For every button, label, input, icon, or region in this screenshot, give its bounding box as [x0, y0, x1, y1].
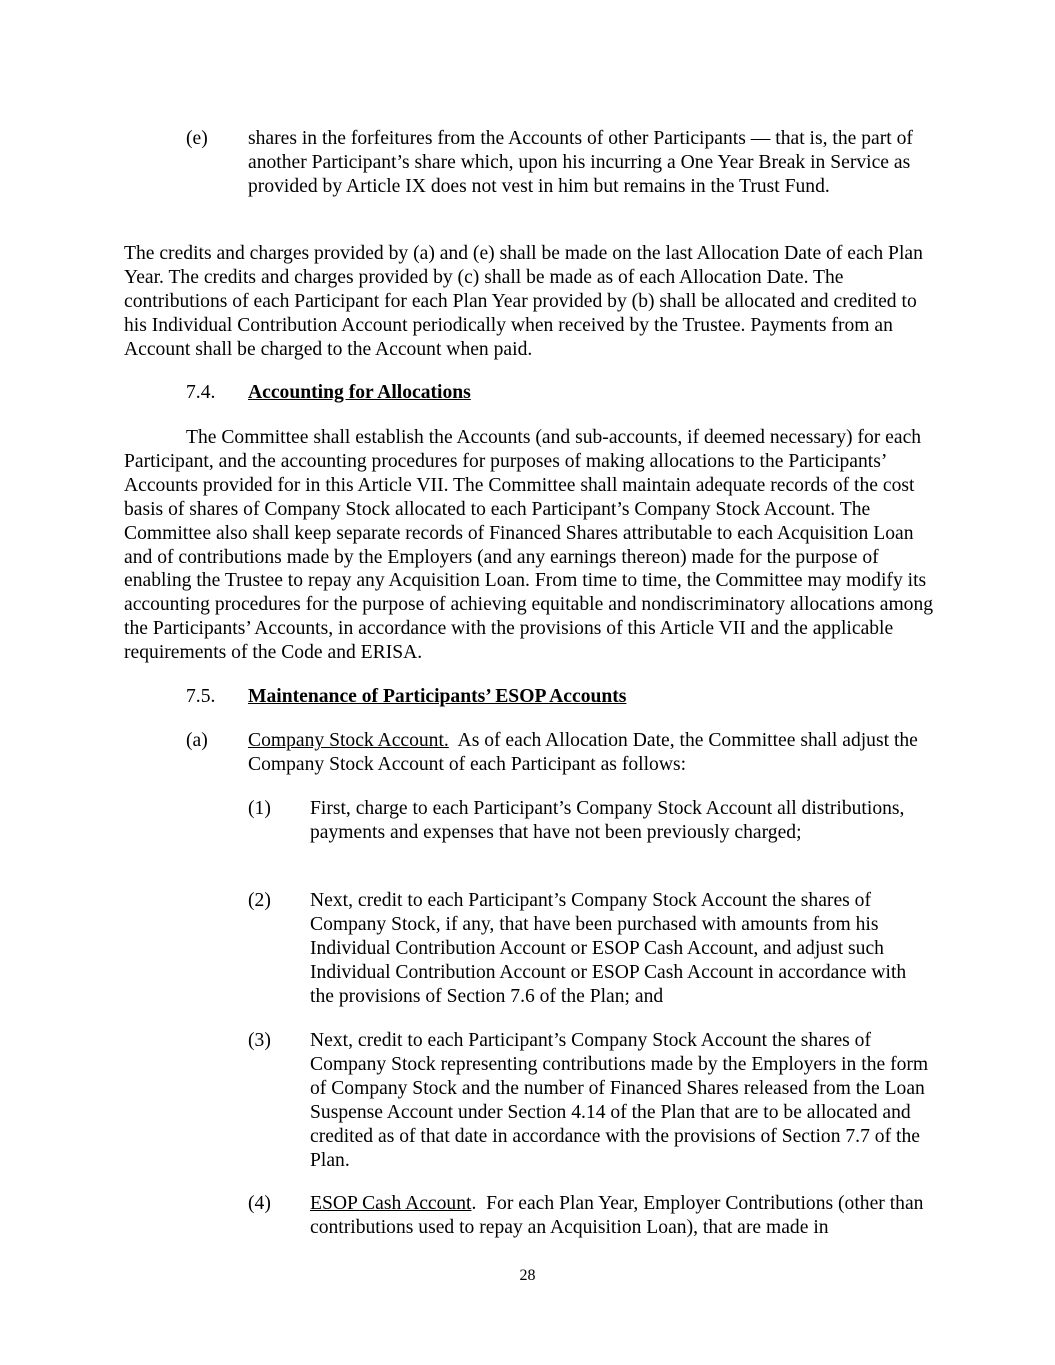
- sub-item-label: (4): [248, 1193, 271, 1214]
- section-title: Maintenance of Participants’ ESOP Accounts: [248, 686, 627, 707]
- section-number: 7.5.: [186, 686, 216, 707]
- sub-item-text: Next, credit to each Participant’s Company Stock Account the shares of Company Stock representing contributions made by the Employers in the form of Company Stock and the number of Financed Shares released from the Loan Suspense Account under Section 4.14 of the Plan that are to be allocated and credited as of that date in accordance with the provisions of Section 7.7 of the Plan.: [310, 1030, 929, 1171]
- item-heading: ESOP Cash Account: [310, 1193, 472, 1214]
- section-7-4-body: The Committee shall establish the Accounts (and sub-accounts, if deemed necessary) for each Participant, and the accounting procedures for purposes of making allocations to the Participants’ Accounts provided for in this Article VII. The Committee shall maintain adequate records of the cost basis of shares of Company Stock allocated to each Participant’s Company Stock Account. The Committee also shall keep separate records of Financed Shares attributable to each Acquisition Loan and of contributions made by the Employers (and any earnings thereon) made for the purpose of enabling the Trustee to repay any Acquisition Loan. From time to time, the Committee may modify its accounting procedures for the purpose of achieving equitable and nondiscriminatory allocations among the Participants’ Accounts, in accordance with the provisions of this Article VII and the applicable requirements of the Code and ERISA.: [124, 427, 934, 664]
- sub-item-label: (1): [248, 798, 271, 819]
- page-number: 28: [519, 1267, 536, 1284]
- sub-item-text: Next, credit to each Participant’s Company Stock Account the shares of Company Stock, if any, that have been purchased with amounts from his Individual Contribution Account or ESOP Cash Account, and adjust such Individual Contribution Account or ESOP Cash Account in accordance with the provisions of Section 7.6 of the Plan; and: [310, 890, 907, 1007]
- sub-item-label: (2): [248, 890, 271, 911]
- list-item-label: (a): [186, 730, 208, 751]
- sub-item-text: First, charge to each Participant’s Company Stock Account all distributions, payments and expenses that have not been previously charged;: [310, 798, 905, 843]
- item-body: As of each Allocation Date, the Committee shall adjust the Company Stock Account of each Participant as follows:: [248, 730, 923, 775]
- section-title: Accounting for Allocations: [248, 382, 471, 403]
- credits-paragraph: The credits and charges provided by (a) and (e) shall be made on the last Allocation Date of each Plan Year. The credits and charges provided by (c) shall be made as of each Allocation Date. The contributions of each Participant for each Plan Year provided by (b) shall be allocated and credited to his Individual Contribution Account periodically when received by the Trustee. Payments from an Account shall be charged to the Account when paid.: [124, 243, 923, 360]
- list-item-text: [248, 729, 934, 777]
- item-body: . For each Plan Year, Employer Contributions (other than contributions used to repay an Acquisition Loan), that are made in: [310, 1193, 929, 1238]
- section-number: 7.4.: [186, 382, 216, 403]
- list-item-text: shares in the forfeitures from the Accounts of other Participants — that is, the part of another Participant’s share which, upon his incurring a One Year Break in Service as provided by Article IX does not vest in him but remains in the Trust Fund.: [248, 128, 913, 197]
- item-heading: Company Stock Account.: [248, 730, 449, 751]
- sub-item-label: (3): [248, 1030, 271, 1051]
- list-item-label: (e): [186, 128, 208, 149]
- sub-item-text: [310, 1192, 934, 1240]
